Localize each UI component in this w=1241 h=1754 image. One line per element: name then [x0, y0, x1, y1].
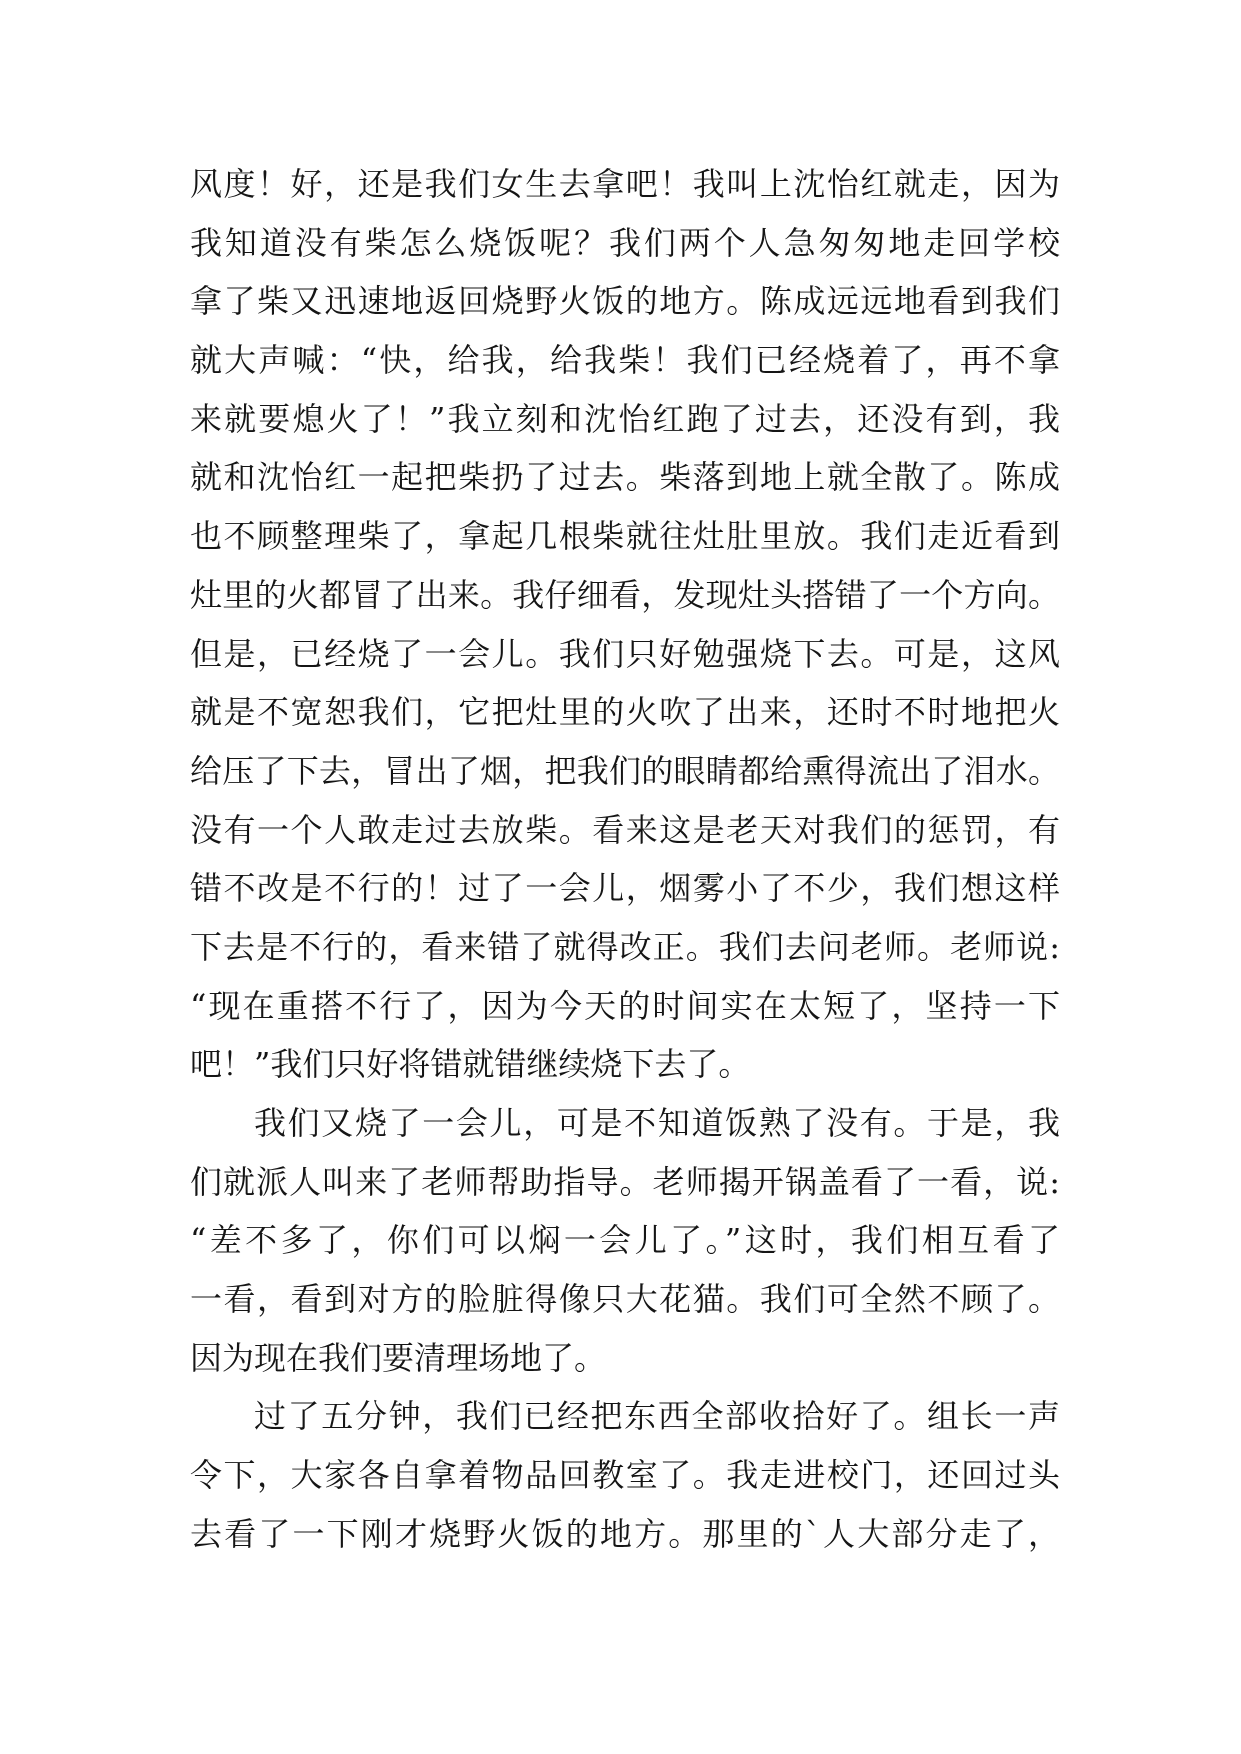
text-line: 我知道没有柴怎么烧饭呢？我们两个人急匆匆地走回学校 [190, 223, 1060, 262]
paragraph-2 [190, 1094, 1060, 1387]
text-line: 也不顾整理柴了，拿起几根柴就往灶肚里放。我们走近看到 [190, 517, 1060, 556]
text-line: 下去是不行的，看来错了就得改正。我们去问老师。老师说: [190, 927, 1060, 966]
paragraph-1 [190, 155, 1060, 1094]
text-line: 就大声喊：“快，给我，给我柴！我们已经烧着了，再不拿 [190, 341, 1060, 380]
text-line: 我们又烧了一会儿，可是不知道饭熟了没有。于是，我 [254, 1104, 1060, 1142]
body-text [190, 155, 1060, 1564]
text-line: 就和沈怡红一起把柴扔了过去。柴落到地上就全散了。陈成 [190, 458, 1060, 497]
text-line: 来就要熄火了！”我立刻和沈怡红跑了过去，还没有到，我 [190, 399, 1060, 438]
text-line: 但是，已经烧了一会儿。我们只好勉强烧下去。可是，这风 [190, 634, 1060, 673]
text-line: “现在重搭不行了，因为今天的时间实在太短了，坚持一下 [190, 986, 1060, 1025]
text-line: “差不多了，你们可以焖一会儿了。”这时，我们相互看了 [190, 1221, 1060, 1260]
text-line: 就是不宽恕我们，它把灶里的火吹了出来，还时不时地把火 [190, 693, 1060, 732]
text-line: 风度！好，还是我们女生去拿吧！我叫上沈怡红就走，因为 [190, 165, 1060, 203]
text-line: 去看了一下刚才烧野火饭的地方。那里的`人大部分走了， [190, 1514, 1060, 1553]
text-line: 吧！”我们只好将错就错继续烧下去了。 [190, 1045, 751, 1084]
text-line: 错不改是不行的！过了一会儿，烟雾小了不少，我们想这样 [190, 869, 1060, 908]
text-line: 灶里的火都冒了出来。我仔细看，发现灶头搭错了一个方向。 [190, 575, 1060, 614]
text-line: 没有一个人敢走过去放柴。看来这是老天对我们的惩罚，有 [190, 810, 1060, 849]
text-line: 给压了下去，冒出了烟，把我们的眼睛都给熏得流出了泪水。 [190, 751, 1060, 790]
text-line: 令下，大家各自拿着物品回教室了。我走进校门，还回过头 [190, 1456, 1060, 1495]
text-line: 一看，看到对方的脸脏得像只大花猫。我们可全然不顾了。 [190, 1280, 1060, 1319]
paragraph-3 [190, 1387, 1060, 1563]
text-line: 过了五分钟，我们已经把东西全部收拾好了。组长一声 [254, 1397, 1060, 1436]
text-line: 因为现在我们要清理场地了。 [190, 1338, 607, 1377]
text-line: 们就派人叫来了老师帮助指导。老师揭开锅盖看了一看，说: [190, 1162, 1060, 1201]
text-line: 拿了柴又迅速地返回烧野火饭的地方。陈成远远地看到我们 [190, 282, 1060, 321]
